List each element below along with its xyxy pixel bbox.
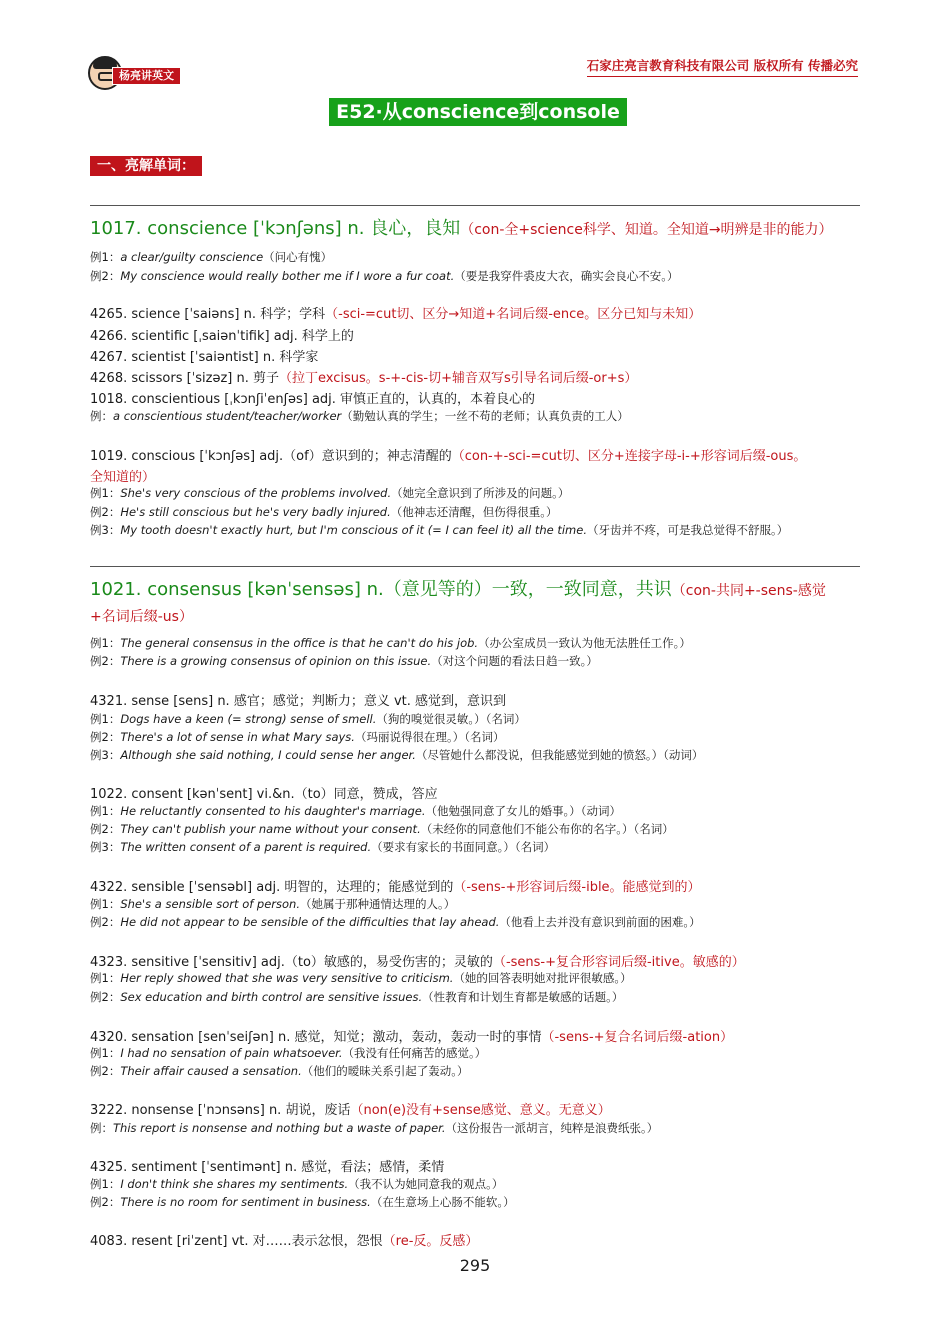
page-number: 295 [459,1256,491,1275]
entry-4320 [90,1026,860,1045]
example-english: Her reply showed that she was very sensitive to criticism. [120,971,454,985]
example-chinese: （要求有家长的书面同意。）（名词） [371,840,556,854]
example-line [90,653,860,669]
entry-1019 [90,445,860,464]
example-label: 例1： [90,897,121,911]
copyright-notice: 石家庄亮言教育科技有限公司 版权所有 传播必究 [587,56,858,77]
etymology: （-sci-=cut切、区分→知道+名词后缀-ence。区分已知与未知） [325,307,702,322]
example-label: 例3： [90,748,121,762]
example-chinese: （玛丽说得很在理。）（名词） [354,730,505,744]
example-label: 例2： [90,505,121,519]
example-english: There is a growing consensus of opinion on this issue. [120,654,432,668]
example-english: They can't publish your name without your consent. [120,822,421,836]
example-chinese: （她属于那种通情达理的人。） [300,897,456,911]
example-label: 例： [90,1121,113,1135]
etymology: （con-共同+-sens-感觉 [671,583,826,599]
etymology: （-sens-+形容词后缀-ible。能感觉到的） [453,880,701,895]
example-english: She's very conscious of the problems involved. [120,486,392,500]
example-chinese: （要是我穿件裘皮大衣，确实会良心不安。） [454,269,679,283]
example-label: 例1： [90,1177,121,1191]
entry-text: 4267. scientist [ˈsaiəntist] n. 科学家 [90,350,319,365]
example-english: a clear/guilty conscience [120,250,264,264]
logo-text: 杨亮讲英文 [112,67,181,85]
example-label: 例： [90,409,113,423]
entry-text: 4322. sensible [ˈsensəbl] adj. 明智的，达理的；能感觉到的 [90,880,454,895]
example-chinese: （尽管她什么都没说，但我能感觉到她的愤怒。）（动词） [415,748,704,762]
example-english: a conscientious student/teacher/worker [113,409,342,423]
example-chinese: （性教育和计划生育都是敏感的话题。） [422,990,624,1004]
example-line [90,896,860,912]
example-line [90,989,860,1005]
entry-4323 [90,951,860,970]
example-chinese: （问心有愧） [263,250,333,264]
etymology: （non(e)没有+sense感觉、意义。无意义） [350,1103,611,1118]
headword-1017 [90,214,860,240]
example-chinese: （他勉强同意了女儿的婚事。）（动词） [425,804,622,818]
entry-text: 1019. conscious [ˈkɔnʃəs] adj.（of）意识到的；神志清醒的 [90,449,452,464]
etymology-continued: 全知道的） [90,470,156,485]
example-line [90,504,860,520]
entry-text: 4265. science [ˈsaiəns] n. 科学；学科 [90,307,326,322]
example-label: 例1： [90,804,121,818]
example-label: 例2： [90,269,121,283]
example-english: He's still conscious but he's very badly injured. [120,505,391,519]
example-line [90,268,860,284]
example-line [90,249,860,265]
example-english: My conscience would really bother me if I wore a fur coat. [120,269,455,283]
example-english: Their affair caused a sensation. [120,1064,302,1078]
entry-text: 4268. scissors [ˈsizəz] n. 剪子 [90,371,280,386]
example-line [90,1063,860,1079]
example-label: 例1： [90,636,121,650]
entry-1022 [90,783,860,802]
example-chinese: （勤勉认真的学生；一丝不苟的老师；认真负责的工人） [341,409,629,423]
example-chinese: （对这个问题的看法日趋一致。） [431,654,598,668]
example-label: 例3： [90,840,121,854]
entry-4083 [90,1230,860,1249]
example-chinese: （他们的暧昧关系引起了轰动。） [301,1064,469,1078]
example-english: Although she said nothing, I could sense her anger. [120,748,416,762]
example-chinese: （未经你的同意他们不能公布你的名字。）（名词） [420,822,674,836]
example-chinese: （她完全意识到了所涉及的问题。） [391,486,570,500]
example-english: This report is nonsense and nothing but a waste of paper. [113,1121,446,1135]
etymology: （con-全+science科学、知道。全知道→明辨是非的能力） [460,222,833,238]
etymology: （拉丁excisus。s-+-cis-切+辅音双写s引导名词后缀-or+s） [279,371,638,386]
example-chinese: （这份报告一派胡言，纯粹是浪费纸张。） [445,1121,659,1135]
example-english: Dogs have a keen (= strong) sense of smell. [120,712,377,726]
example-line [90,747,860,763]
entry-text: 4266. scientific [ˌsaiənˈtifik] adj. 科学上的 [90,329,354,344]
example-label: 例2： [90,730,121,744]
etymology: （re-反。反感） [382,1234,479,1249]
example-english: He did not appear to be sensible of the difficulties that lay ahead. [120,915,500,929]
example-english: I don't think she shares my sentiments. [120,1177,349,1191]
example-line [90,1176,860,1192]
example-line [90,729,860,745]
example-line [90,522,860,538]
entry-4325 [90,1156,860,1175]
example-line [90,485,860,501]
example-label: 例2： [90,990,121,1004]
example-english: Sex education and birth control are sensitive issues. [120,990,423,1004]
example-english: He reluctantly consented to his daughter's marriage. [120,804,426,818]
example-line [90,914,860,930]
example-label: 例1： [90,712,121,726]
entry-4321 [90,690,860,709]
etymology: （-sens-+复合形容词后缀-itive。敏感的） [492,955,745,970]
example-english: The written consent of a parent is required. [120,840,372,854]
entry-3222 [90,1099,860,1118]
entry-text: 1022. consent [kənˈsent] vi.&n.（to）同意，赞成，答应 [90,787,438,802]
example-chinese: （牙齿并不疼，可是我总觉得不舒服。） [587,523,789,537]
example-english: There's a lot of sense in what Mary says. [120,730,355,744]
example-line [90,821,860,837]
entry-text: 1018. conscientious [ˌkɔnʃiˈenʃəs] adj. 审慎正直的，认真的，本着良心的 [90,392,536,407]
entry-text: 4323. sensitive [ˈsensitiv] adj.（to）敏感的，易受伤害的；灵敏的 [90,955,493,970]
example-line [90,970,860,986]
etymology-continued: +名词后缀-us） [90,609,193,625]
example-label: 例1： [90,1046,121,1060]
headword-text: 1021. consensus [kənˈsensəs] n.（意见等的）一致，一致同意，共识 [90,579,672,600]
example-line [90,711,860,727]
example-english: There is no room for sentiment in business. [120,1195,371,1209]
example-line [90,635,860,651]
example-chinese: （在生意场上心肠不能软。） [370,1195,515,1209]
entry-text: 4321. sense [sens] n. 感官；感觉；判断力；意义 vt. 感觉到，意识到 [90,694,507,709]
example-english: My tooth doesn't exactly hurt, but I'm conscious of it (= I can feel it) all the time. [120,523,587,537]
brand-logo [88,54,188,94]
entry-4265 [90,303,860,322]
example-chinese: （狗的嗅觉很灵敏。）（名词） [376,712,526,726]
example-chinese: （办公室成员一致认为他无法胜任工作。） [478,636,691,650]
example-line [90,1045,860,1061]
example-english: She's a sensible sort of person. [120,897,301,911]
example-english: I had no sensation of pain whatsoever. [120,1046,343,1060]
entry-4267 [90,346,860,365]
example-label: 例2： [90,822,121,836]
example-label: 例2： [90,654,121,668]
section-heading: 一、亮解单词： [90,156,202,176]
entry-text: 4320. sensation [senˈseiʃən] n. 感觉，知觉；激动，轰动，轰动一时的事情 [90,1030,542,1045]
etymology: （con-+-sci-=cut切、区分+连接字母-i-+形容词后缀-ous。 [451,449,807,464]
divider [90,566,860,567]
example-line [90,803,860,819]
etymology: （-sens-+复合名词后缀-ation） [541,1030,734,1045]
page-title: E52·从conscience到console [329,98,627,126]
example-chinese: （她的回答表明她对批评很敏感。） [453,971,632,985]
example-label: 例1： [90,971,121,985]
divider [90,205,860,206]
entry-1018 [90,388,860,407]
example-label: 例2： [90,1064,121,1078]
example-line [90,839,860,855]
entry-4322 [90,876,860,895]
example-line [90,408,860,424]
example-chinese: （他看上去并没有意识到前面的困难。） [499,915,701,929]
example-english: The general consensus in the office is that he can't do his job. [120,636,479,650]
entry-text: 4083. resent [riˈzent] vt. 对……表示忿恨，怨恨 [90,1234,383,1249]
example-line [90,1194,860,1210]
headword-text: 1017. conscience [ˈkɔnʃəns] n. 良心，良知 [90,218,461,239]
example-label: 例1： [90,250,121,264]
entry-text: 4325. sentiment [ˈsentimənt] n. 感觉，看法；感情，柔情 [90,1160,445,1175]
headword-1021 [90,575,860,601]
entry-4268 [90,367,860,386]
entry-text: 3222. nonsense [ˈnɔnsəns] n. 胡说，废话 [90,1103,351,1118]
example-chinese: （我没有任何痛苦的感觉。） [342,1046,487,1060]
example-label: 例3： [90,523,121,537]
example-chinese: （他神志还清醒，但伤得很重。） [390,505,558,519]
example-chinese: （我不认为她同意我的观点。） [348,1177,504,1191]
example-line [90,1120,860,1136]
example-label: 例2： [90,915,121,929]
entry-4266 [90,325,860,344]
example-label: 例1： [90,486,121,500]
example-label: 例2： [90,1195,121,1209]
